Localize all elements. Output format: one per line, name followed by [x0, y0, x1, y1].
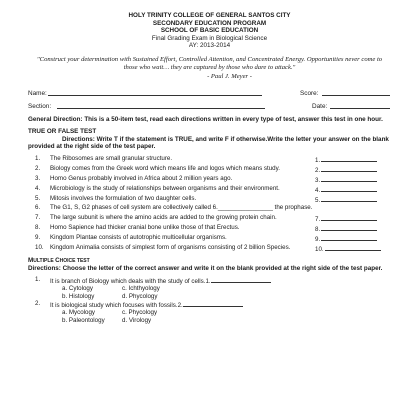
- item-text: The Ribosomes are small granular structure.: [50, 154, 173, 162]
- date-label: Date:: [312, 103, 328, 111]
- item-number: 1.: [35, 276, 41, 284]
- item-text: Mitosis involves the formulation of two daughter cells.: [50, 194, 197, 202]
- answer-blank[interactable]: 10.: [315, 244, 381, 254]
- choice: c. Phycology: [122, 309, 158, 317]
- choice: c. Ichthyology: [122, 285, 160, 293]
- list-item: [0, 276, 419, 285]
- item-number: 3.: [35, 174, 41, 182]
- choice: d. Phycology: [122, 292, 158, 300]
- program-name: SECONDARY EDUCATION PROGRAM: [152, 19, 267, 27]
- choice-list: [0, 309, 419, 323]
- list-item: [0, 155, 419, 163]
- list-item: [0, 244, 419, 252]
- answer-blank[interactable]: 8.: [315, 224, 377, 234]
- general-direction: General Direction: This is a 50-item test, read each directions written in every type of test, answer this test in one hour.: [28, 116, 383, 124]
- item-number: 5.: [35, 194, 41, 202]
- motivational-quote: [34, 56, 385, 81]
- tf-items: [0, 155, 419, 252]
- section-date-row: [0, 98, 419, 110]
- exam-title: Final Grading Exam in Biological Science: [151, 34, 268, 42]
- answer-blank[interactable]: 9.: [315, 234, 377, 244]
- item-text: Microbiology is the study of relationships between organisms and their environment.: [50, 184, 280, 192]
- item-text: Kingdom Plantae consists of autotrophic multicellular organisms.: [50, 234, 227, 242]
- score-label: Score:: [300, 90, 319, 98]
- mc-items: [0, 276, 419, 324]
- item-number: 10.: [35, 243, 44, 251]
- item-text: It is biological study which focuses with fossils.2.: [50, 301, 183, 309]
- answer-blank[interactable]: 2.: [315, 165, 377, 175]
- list-item: [0, 175, 419, 183]
- quote-author: - Paul J. Meyer -: [207, 72, 252, 80]
- section-label: Section:: [28, 103, 52, 111]
- date-field[interactable]: [330, 108, 390, 109]
- quote-text: "Construct your determination with Sustained Effort, Controlled Attention, and Concentrated Energy. Opportunities never come to those who wait… they are captured by those who dare to attack.": [36, 55, 383, 72]
- item-text: Homo Sapience had thicker cranial bone unlike those of that Erectus.: [50, 224, 240, 232]
- item-number: 9.: [35, 234, 41, 242]
- item-text: The large subunit is where the amino acids are added to the growing protein chain.: [50, 214, 277, 222]
- item-text: Homo Genus probably involved in Africa about 2 million years ago.: [50, 174, 233, 182]
- answer-blank[interactable]: [183, 300, 243, 307]
- item-text: Kingdom Animalia consists of simplest form of organisms consisting of 2 billion Species.: [50, 243, 291, 251]
- choice-list: [0, 285, 419, 299]
- school-name: HOLY TRINITY COLLEGE OF GENERAL SANTOS CITY: [128, 12, 291, 19]
- list-item: [0, 300, 419, 309]
- item-text: It is branch of Biology which deals with the study of cells.1.: [50, 278, 211, 286]
- item-text: Biology comes from the Greek word which means life and logos which means study.: [50, 164, 280, 172]
- answer-blank[interactable]: 1.: [315, 155, 377, 165]
- answer-blank[interactable]: 4.: [315, 185, 377, 195]
- name-score-row: [0, 85, 419, 97]
- list-item: [0, 234, 419, 242]
- list-item: [0, 204, 419, 212]
- tf-title: TRUE OR FALSE TEST: [28, 127, 97, 135]
- answer-blank[interactable]: 3.: [315, 175, 377, 185]
- list-item: [0, 214, 419, 222]
- item-number: 4.: [35, 184, 41, 192]
- item-number: 1.: [35, 154, 41, 162]
- choice: a. Cytology: [62, 285, 93, 293]
- answer-blank[interactable]: [211, 276, 271, 283]
- list-item: [0, 195, 419, 203]
- choice: d. Virology: [122, 316, 152, 324]
- choice: a. Mycology: [62, 309, 96, 317]
- answer-blank[interactable]: 5.: [315, 195, 377, 205]
- tf-directions: Directions: Write T if the statement is TRUE, and write F if otherwise.Write the letter your answer on the blank provided at the right side of the test paper.: [28, 135, 389, 151]
- name-field[interactable]: [48, 95, 262, 96]
- item-number: 8.: [35, 224, 41, 232]
- choice: b. Histology: [62, 292, 95, 300]
- list-item: [0, 185, 419, 193]
- answer-blank[interactable]: 7.: [315, 214, 377, 224]
- mc-directions: Directions: Choose the letter of the correct answer and write it on the blank provided at the right side of the test paper.: [28, 265, 383, 273]
- item-text: The G1, S, G2 phases of cell system are collectively called 6.________________ the prophase.: [50, 204, 313, 212]
- list-item: [0, 165, 419, 173]
- school-division: SCHOOL OF BASIC EDUCATION: [160, 27, 259, 35]
- item-number: 7.: [35, 214, 41, 222]
- mc-title: MULTIPLE CHOICE TEST: [28, 257, 90, 265]
- item-number: 2.: [35, 164, 41, 172]
- name-label: Name:: [28, 90, 47, 98]
- score-field[interactable]: [322, 95, 390, 96]
- item-number: 2.: [35, 299, 41, 307]
- section-field[interactable]: [57, 108, 265, 109]
- list-item: [0, 224, 419, 232]
- choice: b. Paleontology: [62, 316, 105, 324]
- item-number: 6.: [35, 204, 41, 212]
- academic-year: AY: 2013-2014: [188, 42, 231, 50]
